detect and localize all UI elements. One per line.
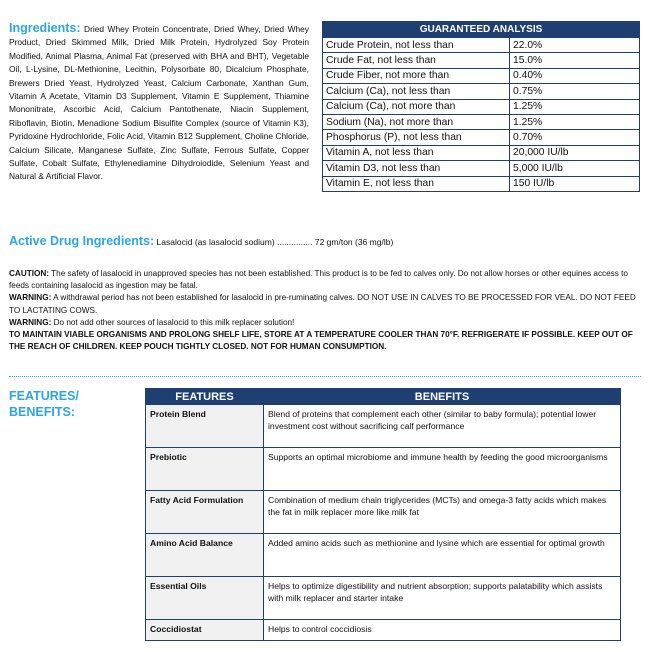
- caution-text: The safety of lasalocid in unapproved species has not been established. This product is to be fed to calves only. Do not allow horses or other equines access to feeds containing lasalocid as ingestion may be fatal.: [9, 269, 628, 291]
- warning-paragraph-1: [9, 292, 639, 316]
- analysis-name: Vitamin A, not less than: [323, 145, 510, 160]
- feature-name: Amino Acid Balance: [146, 534, 264, 577]
- feature-benefit: Added amino acids such as methionine and lysine which are essential for optimal growth: [264, 534, 621, 577]
- caution-label: CAUTION:: [9, 269, 50, 278]
- analysis-name: Phosphorus (P), not less than: [323, 130, 510, 145]
- features-label-line-2: BENEFITS:: [9, 405, 75, 419]
- analysis-value: 20,000 IU/lb: [510, 145, 640, 160]
- section-divider: [9, 376, 641, 377]
- analysis-name: Sodium (Na), not more than: [323, 114, 510, 129]
- feature-benefit: Blend of proteins that complement each other (similar to baby formula); potential lower investment cost without sacrificing calf performance: [264, 405, 621, 448]
- feature-name: Protein Blend: [146, 405, 264, 448]
- analysis-value: 22.0%: [510, 38, 640, 53]
- benefits-header: BENEFITS: [264, 389, 621, 405]
- analysis-row: [323, 53, 640, 68]
- active-drug-leader: ...............: [277, 237, 313, 247]
- analysis-value: 0.75%: [510, 84, 640, 99]
- analysis-value: 0.70%: [510, 130, 640, 145]
- analysis-value: 15.0%: [510, 53, 640, 68]
- analysis-name: Calcium (Ca), not less than: [323, 84, 510, 99]
- analysis-value: 5,000 IU/lb: [510, 161, 640, 176]
- warnings-block: [9, 268, 639, 353]
- analysis-name: Crude Fiber, not more than: [323, 68, 510, 83]
- feature-name: Coccidiostat: [146, 620, 264, 641]
- analysis-value: 1.25%: [510, 99, 640, 114]
- analysis-row: [323, 176, 640, 191]
- feature-row: [146, 577, 621, 620]
- guaranteed-analysis-table: [322, 21, 640, 192]
- feature-row: [146, 620, 621, 641]
- analysis-row: [323, 38, 640, 53]
- analysis-name: Calcium (Ca), not more than: [323, 99, 510, 114]
- analysis-name: Crude Protein, not less than: [323, 38, 510, 53]
- analysis-row: [323, 84, 640, 99]
- analysis-row: [323, 99, 640, 114]
- feature-row: [146, 491, 621, 534]
- feature-benefit: Supports an optimal microbiome and immune health by feeding the good microorganisms: [264, 448, 621, 491]
- feature-benefit: Helps to optimize digestibility and nutrient absorption; supports palatability which assists with milk replacer and starter intake: [264, 577, 621, 620]
- analysis-value: 1.25%: [510, 114, 640, 129]
- feature-row: [146, 448, 621, 491]
- analysis-name: Vitamin E, not less than: [323, 176, 510, 191]
- analysis-row: [323, 130, 640, 145]
- active-drug-label: Active Drug Ingredients:: [9, 234, 155, 248]
- warning-label-2: WARNING:: [9, 317, 52, 327]
- analysis-row: [323, 161, 640, 176]
- feature-name: Essential Oils: [146, 577, 264, 620]
- feature-benefit: Combination of medium chain triglycerides (MCTs) and omega-3 fatty acids which makes the fat in milk replacer more like milk fat: [264, 491, 621, 534]
- features-header: FEATURES: [146, 389, 264, 405]
- analysis-name: Vitamin D3, not less than: [323, 161, 510, 176]
- analysis-name: Crude Fat, not less than: [323, 53, 510, 68]
- analysis-value: 0.40%: [510, 68, 640, 83]
- caution-paragraph: [9, 268, 639, 292]
- feature-row: [146, 534, 621, 577]
- features-label-line-1: FEATURES/: [9, 389, 79, 403]
- warning-label-1: WARNING:: [9, 293, 52, 303]
- warning-text-1: A withdrawal period has not been established for lasalocid in pre-ruminating calves. DO NOT USE IN CALVES TO BE PROCESSED FOR VEAL. DO NOT FEED TO LACTATING COWS.: [9, 293, 636, 315]
- feature-row: [146, 405, 621, 448]
- analysis-row: [323, 145, 640, 160]
- analysis-row: [323, 68, 640, 83]
- guaranteed-analysis-title: GUARANTEED ANALYSIS: [323, 22, 640, 38]
- features-benefits-table: [145, 388, 621, 641]
- ingredients-text: Dried Whey Protein Concentrate, Dried Whey, Dried Whey Product, Dried Skimmed Milk, Dried Milk Protein, Hydrolyzed Soy Protein Modified, Animal Plasma, Animal Fat (preserved with BHA and BHT), Vegetable Oil, L-Lysine, DL-Methionine, Lecithin, Polysorbate 80, Dicalcium Phosphate, Brewers Dried Yeast, Hydrolyzed Yeast, Calcium Carbonate, Xanthan Gum, Vitamin A Acetate, Vitamin D3 Supplement, Vitamin E Supplement, Thiamine Mononitrate, Ascorbic Acid, Calcium Pantothenate, Niacin Supplement, Riboflavin, Biotin, Menadione Sodium Bisulfite Complex (source of Vitamin K3), Pyridoxine Hydrochloride, Folic Acid, Vitamin B12 Supplement, Choline Chloride, Calcium Silicate, Manganese Sulfate, Zinc Sulfate, Ferrous Sulfate, Copper Sulfate, Cobalt Sulfate, Ethylenediamine Dihydroiodide, Selenium Yeast and Natural & Artificial Flavor.: [9, 24, 309, 182]
- feature-name: Prebiotic: [146, 448, 264, 491]
- ingredients-block: [9, 22, 309, 184]
- analysis-value: 150 IU/lb: [510, 176, 640, 191]
- warning-paragraph-2: [9, 317, 639, 329]
- active-drug-amount: 72 gm/ton (36 mg/lb): [314, 237, 394, 247]
- storage-instructions: TO MAINTAIN VIABLE ORGANISMS AND PROLONG SHELF LIFE, STORE AT A TEMPERATURE COOLER THAN 70°F. REFRIGERATE IF POSSIBLE. KEEP OUT OF THE REACH OF CHILDREN. KEEP POUCH TIGHTLY CLOSED. NOT FOR HUMAN CONSUMPTION.: [9, 330, 633, 352]
- feature-benefit: Helps to control coccidiosis: [264, 620, 621, 641]
- ingredients-label: Ingredients:: [9, 21, 81, 35]
- analysis-row: [323, 114, 640, 129]
- features-benefits-label: [9, 388, 79, 420]
- active-drug-line: [9, 234, 639, 248]
- feature-name: Fatty Acid Formulation: [146, 491, 264, 534]
- active-drug-name: Lasalocid (as lasalocid sodium): [156, 237, 275, 247]
- warning-text-2: Do not add other sources of lasalocid to this milk replacer solution!: [53, 317, 295, 327]
